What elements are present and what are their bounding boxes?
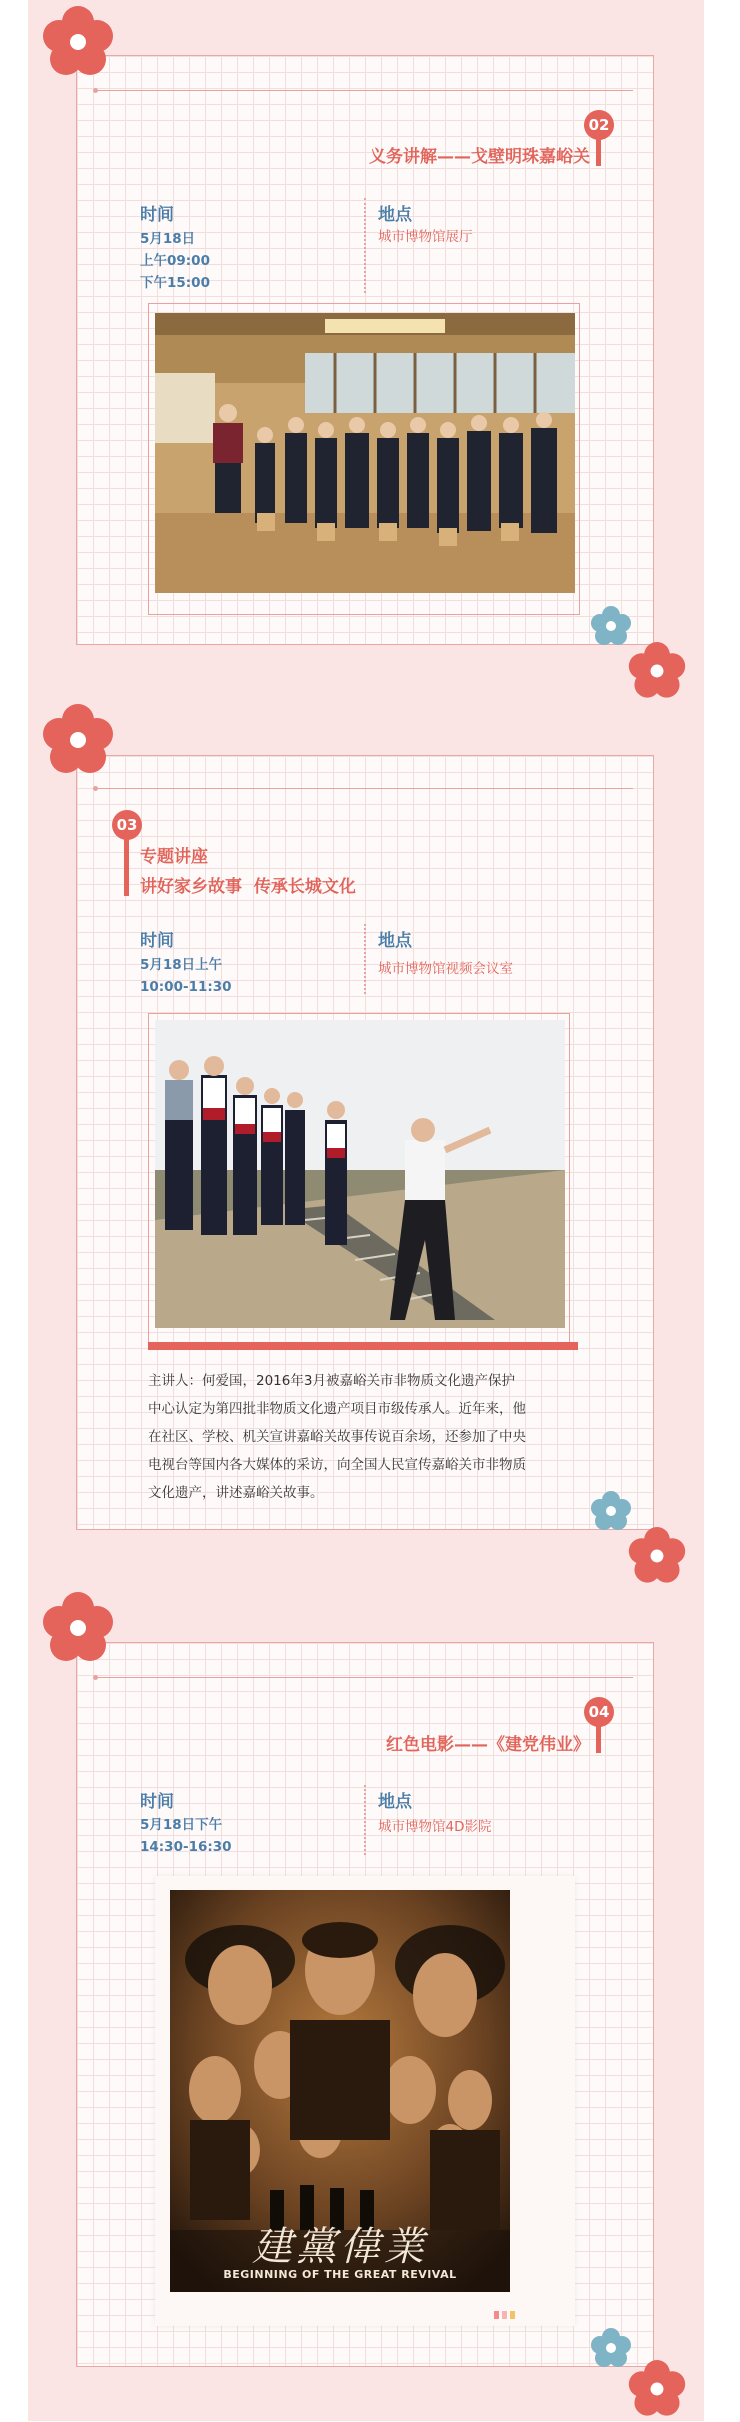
divider [97, 90, 633, 91]
place-value: 城市博物馆展厅 [378, 229, 473, 245]
place-value: 城市博物馆4D影院 [378, 1819, 492, 1835]
lecture-outdoor-photo [155, 1020, 565, 1328]
flower-blue-icon [590, 605, 632, 651]
info-divider [364, 1785, 366, 1855]
flower-red-icon [628, 1527, 686, 1589]
section-number-badge: 03 [112, 810, 142, 840]
photo-caption-bar [148, 1342, 578, 1350]
section-subtitle: 讲好家乡故事 传承长城文化 [140, 877, 356, 897]
poster-title-cn: 建黨偉業 [252, 2224, 428, 2270]
info-divider [364, 198, 366, 293]
movie-poster [170, 1890, 510, 2292]
title-accent-bar [124, 834, 129, 896]
time-line: 5月18日下午 [140, 1817, 223, 1833]
speaker-line: 文化遗产，讲述嘉峪关故事。 [148, 1485, 324, 1501]
time-value [140, 1814, 232, 1858]
time-line: 5月18日 [140, 231, 196, 247]
title-accent-bar [596, 134, 601, 166]
place-label: 地点 [378, 205, 412, 225]
time-value [140, 954, 232, 998]
place-label: 地点 [378, 1792, 412, 1812]
time-label: 时间 [140, 1792, 174, 1812]
flower-blue-icon [590, 2327, 632, 2373]
time-label: 时间 [140, 931, 174, 951]
flower-red-icon [628, 642, 686, 704]
poster-title-en: BEGINNING OF THE GREAT REVIVAL [223, 2268, 457, 2281]
place-label: 地点 [378, 931, 412, 951]
section-title: 义务讲解——戈壁明珠嘉峪关 [369, 147, 590, 167]
speaker-line: 在社区、学校、机关宣讲嘉峪关故事传说百余场，还参加了中央 [148, 1429, 526, 1445]
section-number-badge: 04 [584, 1697, 614, 1727]
color-dots [494, 2311, 518, 2319]
flower-blue-icon [590, 1490, 632, 1536]
section-number-badge: 02 [584, 110, 614, 140]
speaker-intro [148, 1367, 578, 1507]
speaker-line: 中心认定为第四批非物质文化遗产项目市级传承人。近年来，他 [148, 1401, 526, 1417]
divider [97, 1677, 633, 1678]
title-accent-bar [596, 1721, 601, 1753]
speaker-line: 电视台等国内各大媒体的采访，向全国人民宣传嘉峪关市非物质 [148, 1457, 526, 1473]
time-line: 下午15:00 [140, 275, 210, 291]
section-title: 红色电影——《建党伟业》 [386, 1735, 590, 1755]
time-value [140, 228, 210, 294]
museum-tour-photo [155, 313, 575, 593]
info-divider [364, 924, 366, 994]
time-line: 14:30-16:30 [140, 1839, 232, 1855]
flower-red-icon [42, 6, 114, 82]
place-value: 城市博物馆视频会议室 [378, 961, 513, 977]
time-label: 时间 [140, 205, 174, 225]
speaker-line: 主讲人：何爱国，2016年3月被嘉峪关市非物质文化遗产保护 [148, 1373, 515, 1389]
divider [97, 788, 633, 789]
flower-red-icon [42, 704, 114, 780]
time-line: 上午09:00 [140, 253, 210, 269]
time-line: 10:00-11:30 [140, 979, 232, 995]
section-title: 专题讲座 [140, 847, 208, 867]
flower-red-icon [42, 1592, 114, 1668]
time-line: 5月18日上午 [140, 957, 223, 973]
flower-red-icon [628, 2360, 686, 2422]
